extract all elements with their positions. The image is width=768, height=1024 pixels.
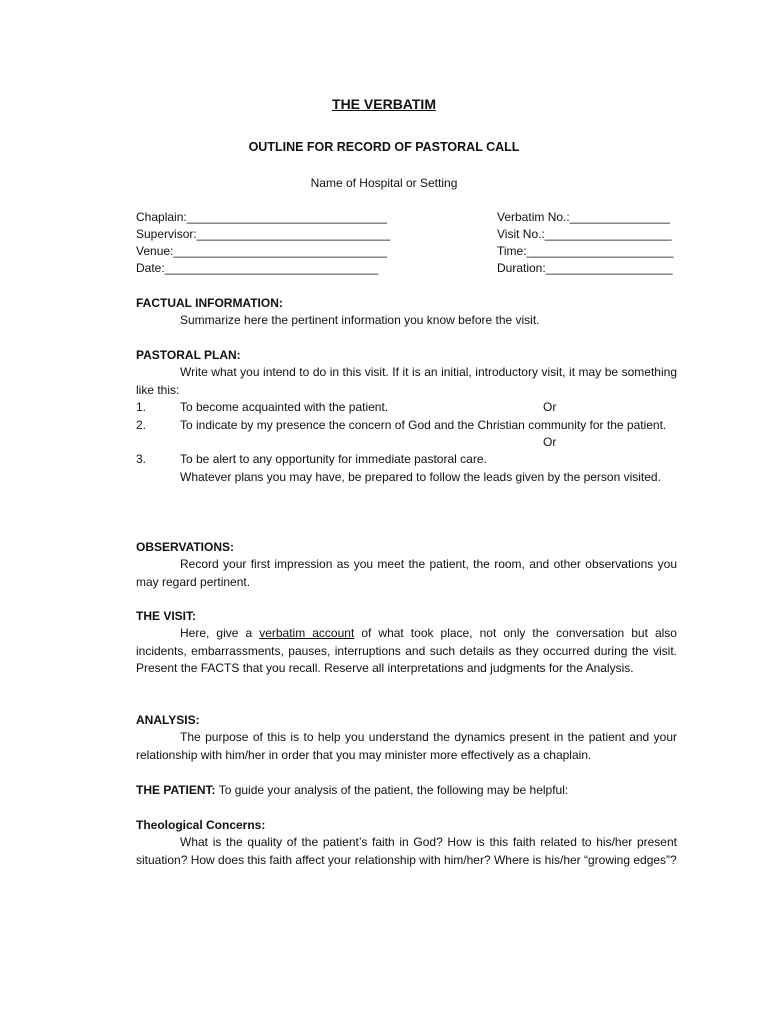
chaplain-label: Chaplain:: [136, 210, 187, 224]
plan-item-2: [136, 417, 677, 434]
factual-text: Summarize here the pertinent information you know before the visit.: [180, 313, 540, 328]
supervisor-field[interactable]: [136, 226, 390, 243]
chaplain-line: ______________________________: [186, 210, 387, 224]
factual-heading: FACTUAL INFORMATION:: [136, 296, 283, 310]
analysis-text: The purpose of this is to help you understand the dynamics present in the patient and your relationship with him/her in order that you may minister more effectively as a chaplain.: [136, 730, 677, 762]
venue-line: ________________________________: [173, 244, 387, 258]
visit-no-field[interactable]: [497, 226, 672, 243]
patient-text: To guide your analysis of the patient, the following may be helpful:: [218, 783, 569, 797]
duration-field[interactable]: [497, 260, 673, 277]
plan-item-2-text: To indicate by my presence the concern of God and the Christian community for the patient.: [180, 417, 667, 432]
plan-heading: PASTORAL PLAN:: [136, 348, 241, 362]
chaplain-field[interactable]: [136, 209, 387, 226]
date-field[interactable]: [136, 260, 378, 277]
time-line: ______________________: [526, 244, 674, 258]
venue-field[interactable]: [136, 243, 387, 260]
plan-or-2: Or: [543, 435, 557, 450]
visit-text-after: of what took place, not only the conversation but also incidents, embarrassments, pauses, interruptions and such details as they occurred during the visit. Present the FACTS that you recall. Reserve all interpretations and judgments for the Analysis.: [136, 626, 677, 676]
observations-section: [136, 539, 677, 591]
duration-line: ___________________: [545, 261, 673, 275]
analysis-heading: ANALYSIS:: [136, 713, 200, 727]
supervisor-label: Supervisor:: [136, 227, 197, 241]
verbatim-no-line: _______________: [569, 210, 670, 224]
plan-or-1: Or: [543, 400, 557, 415]
plan-item-3-number: 3.: [136, 452, 147, 467]
verbatim-no-field[interactable]: [497, 209, 670, 226]
theological-heading: Theological Concerns:: [136, 818, 266, 832]
plan-item-1-text: To become acquainted with the patient.: [180, 400, 389, 415]
visit-no-label: Visit No.:: [497, 227, 545, 241]
visit-no-line: ___________________: [544, 227, 672, 241]
verbatim-account-underlined: verbatim account: [259, 626, 355, 641]
time-label: Time:: [497, 244, 527, 258]
duration-label: Duration:: [497, 261, 546, 275]
theological-text: What is the quality of the patient’s faith in God? How is this faith related to his/her present situation? How does this faith affect your relationship with him/her? Where is his/her “growing edges”?: [136, 835, 677, 867]
venue-label: Venue:: [136, 244, 174, 258]
supervisor-line: _____________________________: [196, 227, 391, 241]
visit-heading: THE VISIT:: [136, 609, 197, 623]
plan-closing: Whatever plans you may have, be prepared to follow the leads given by the person visited.: [180, 469, 661, 484]
patient-heading: THE PATIENT:: [136, 783, 216, 797]
patient-section: [136, 782, 677, 799]
visit-text: [136, 625, 677, 677]
plan-item-1: [136, 399, 677, 416]
observations-heading: OBSERVATIONS:: [136, 540, 235, 554]
date-label: Date:: [136, 261, 165, 275]
time-field[interactable]: [497, 243, 673, 260]
date-line: ________________________________: [164, 261, 379, 275]
observations-text: Record your first impression as you meet the patient, the room, and other observations you may regard pertinent.: [136, 557, 677, 589]
visit-section: [136, 608, 677, 678]
visit-text-before: Here, give a: [180, 626, 260, 641]
plan-section: [136, 347, 677, 486]
analysis-section: [136, 712, 677, 764]
plan-item-3: [136, 451, 677, 468]
document-title: THE VERBATIM: [332, 96, 436, 112]
theological-section: [136, 817, 677, 869]
plan-intro: Write what you intend to do in this visit. If it is an initial, introductory visit, it may be something like this:: [136, 365, 677, 397]
plan-item-3-text: To be alert to any opportunity for immediate pastoral care.: [180, 452, 487, 467]
patient-line: [136, 782, 677, 799]
plan-item-2-number: 2.: [136, 417, 147, 432]
plan-item-1-number: 1.: [136, 400, 147, 415]
setting-label: Name of Hospital or Setting: [310, 176, 458, 190]
document-subtitle: OUTLINE FOR RECORD OF PASTORAL CALL: [248, 140, 520, 154]
factual-section: [136, 295, 677, 330]
verbatim-no-label: Verbatim No.:: [497, 210, 570, 224]
